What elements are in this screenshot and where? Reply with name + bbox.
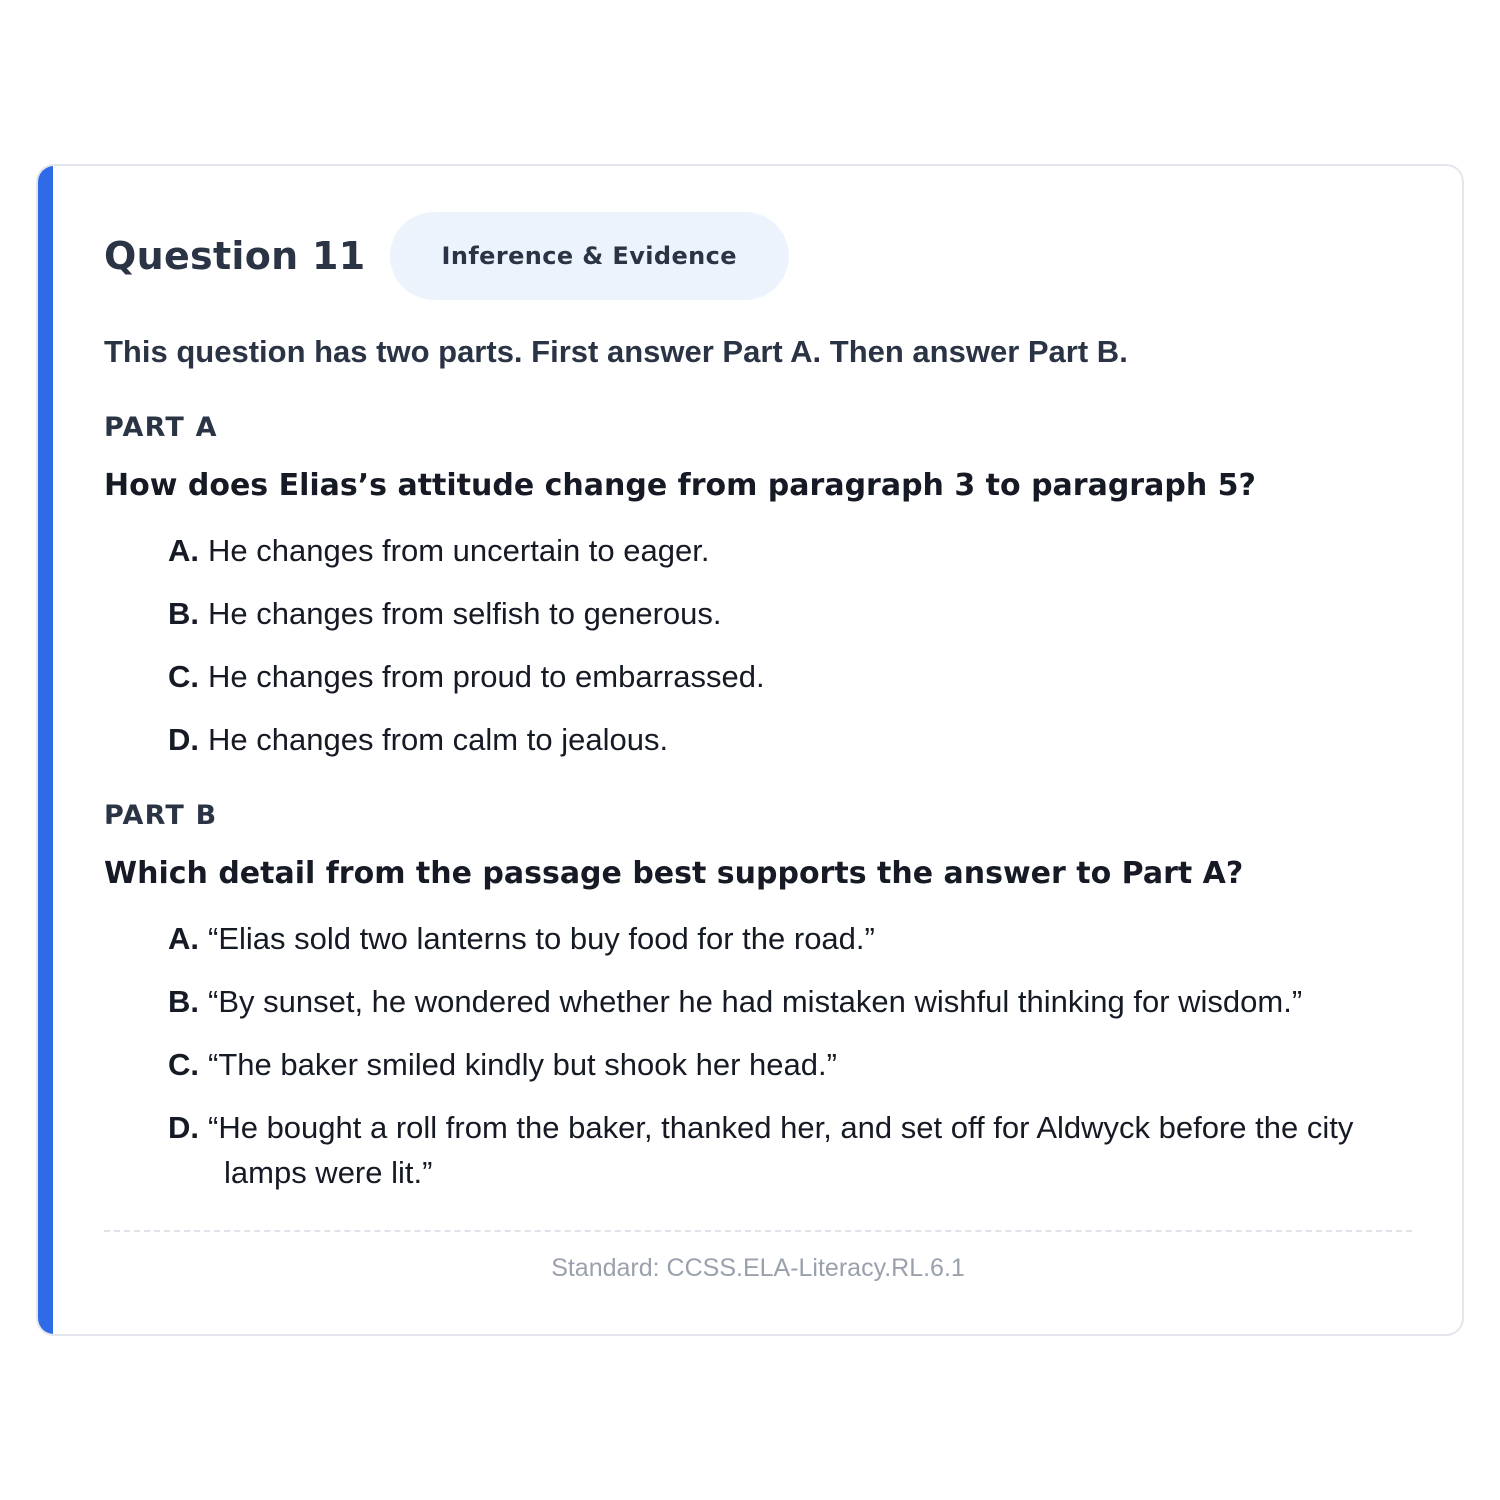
footer-divider	[104, 1230, 1412, 1232]
option-text: “The baker smiled kindly but shook her head.”	[208, 1047, 837, 1082]
option-text: He changes from calm to jealous.	[208, 722, 669, 757]
part-b-option-c[interactable]	[168, 1042, 1412, 1087]
option-letter: C.	[168, 659, 199, 694]
option-text: He changes from uncertain to eager.	[208, 533, 710, 568]
option-text: He changes from selfish to generous.	[208, 596, 722, 631]
option-text: “Elias sold two lanterns to buy food for the road.”	[208, 921, 875, 956]
part-a-option-a[interactable]	[168, 528, 1412, 573]
option-letter: C.	[168, 1047, 199, 1082]
part-b-label: PART B	[104, 800, 218, 831]
part-a-options	[168, 528, 1412, 780]
question-header	[104, 212, 789, 300]
question-card	[36, 164, 1464, 1336]
question-instructions: This question has two parts. First answer Part A. Then answer Part B.	[104, 334, 1128, 369]
part-b-option-d[interactable]	[168, 1105, 1412, 1195]
part-a-option-b[interactable]	[168, 591, 1412, 636]
part-b-option-b[interactable]	[168, 979, 1412, 1024]
part-b-option-a[interactable]	[168, 916, 1412, 961]
option-text: “By sunset, he wondered whether he had mistaken wishful thinking for wisdom.”	[208, 984, 1303, 1019]
part-a-prompt: How does Elias’s attitude change from paragraph 3 to paragraph 5?	[104, 468, 1256, 503]
skill-tag: Inference & Evidence	[390, 212, 789, 300]
accent-bar	[38, 166, 53, 1334]
standard-label: Standard: CCSS.ELA-Literacy.RL.6.1	[551, 1254, 965, 1282]
option-text: “He bought a roll from the baker, thanked her, and set off for Aldwyck before the city lamps were lit.”	[208, 1110, 1354, 1190]
option-letter: A.	[168, 921, 199, 956]
option-letter: D.	[168, 722, 199, 757]
option-text: He changes from proud to embarrassed.	[208, 659, 765, 694]
part-b-options	[168, 916, 1412, 1213]
option-letter: B.	[168, 984, 199, 1019]
question-title: Question 11	[104, 234, 366, 278]
option-letter: B.	[168, 596, 199, 631]
part-a-label: PART A	[104, 412, 218, 443]
part-a-option-c[interactable]	[168, 654, 1412, 699]
option-letter: D.	[168, 1110, 199, 1145]
option-letter: A.	[168, 533, 199, 568]
part-a-option-d[interactable]	[168, 717, 1412, 762]
part-b-prompt: Which detail from the passage best supports the answer to Part A?	[104, 856, 1244, 891]
